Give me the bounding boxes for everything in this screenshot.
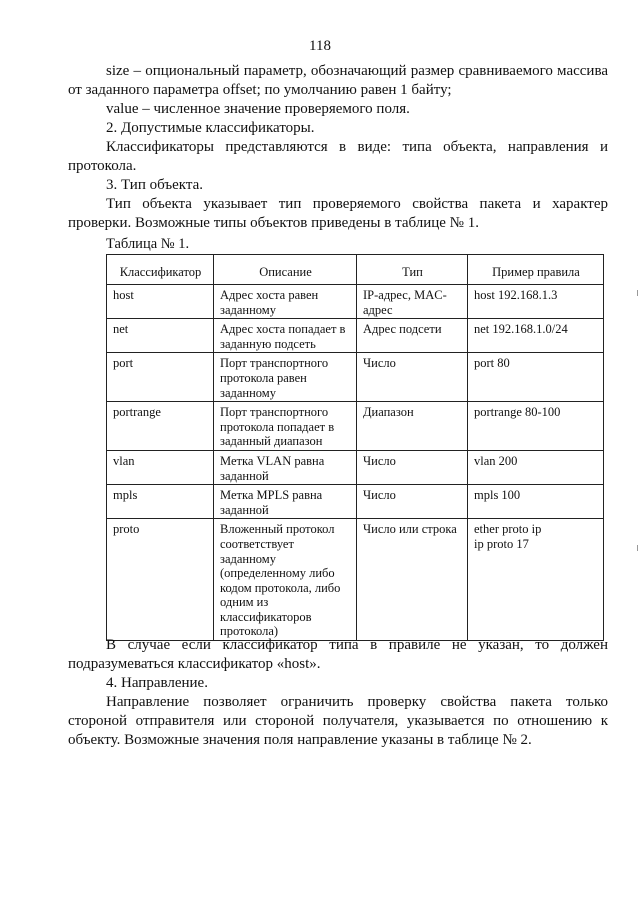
cell-classifier: host — [107, 285, 214, 319]
table-row — [107, 319, 604, 353]
cell-type: Число — [357, 485, 468, 519]
classifiers-paragraph: Классификаторы представляются в виде: типа объекта, направления и протокола. — [68, 139, 608, 174]
section-heading-2: 2. Допустимые классификаторы. — [106, 120, 315, 136]
object-type-paragraph: Тип объекта указывает тип проверяемого свойства пакета и характер проверки. Возможные типы объектов приведены в таблице № 1. — [68, 196, 608, 231]
section-heading-4: 4. Направление. — [106, 675, 208, 691]
value-definition: value – численное значение проверяемого поля. — [106, 101, 410, 117]
cell-description: Метка MPLS равна заданной — [214, 485, 357, 519]
cell-classifier: net — [107, 319, 214, 353]
cell-description: Порт транспортного протокола попадает в заданный диапазон — [214, 402, 357, 451]
header-example: Пример правила — [468, 255, 604, 285]
table-header-row — [107, 255, 604, 285]
table-row — [107, 285, 604, 319]
table-caption: Таблица № 1. — [106, 236, 190, 252]
cell-example: vlan 200 — [468, 450, 604, 484]
page-number: 118 — [309, 38, 331, 54]
cell-description: Вложенный протокол соответствует заданному (определенному либо кодом протокола, либо одним из классификаторов протокола) — [214, 519, 357, 641]
section-heading-3: 3. Тип объекта. — [106, 177, 204, 193]
direction-paragraph: Направление позволяет ограничить проверку свойства пакета только стороной отправителя или стороной получателя, указывается по отношению к объекту. Возможные значения поля направление указаны в таблице № 2. — [68, 694, 608, 748]
cell-classifier: proto — [107, 519, 214, 641]
cell-type: Диапазон — [357, 402, 468, 451]
classifier-table — [106, 254, 604, 641]
after-table-paragraph: В случае если классификатор типа в правиле не указан, то должен подразумеваться классификатор «host». — [68, 637, 608, 672]
cell-description: Адрес хоста попадает в заданную подсеть — [214, 319, 357, 353]
header-classifier: Классификатор — [107, 255, 214, 285]
size-definition: size – опциональный параметр, обозначающий размер сравниваемого массива от заданного параметра offset; по умолчанию равен 1 байту; — [68, 63, 608, 98]
example-line: ether proto ip — [474, 522, 542, 537]
header-type: Тип — [357, 255, 468, 285]
cell-description: Адрес хоста равен заданному — [214, 285, 357, 319]
table-row — [107, 353, 604, 402]
cell-type: Число — [357, 450, 468, 484]
cell-classifier: portrange — [107, 402, 214, 451]
table-row — [107, 450, 604, 484]
cell-example: net 192.168.1.0/24 — [468, 319, 604, 353]
cell-example — [468, 519, 604, 641]
cell-example: mpls 100 — [468, 485, 604, 519]
table-row — [107, 402, 604, 451]
cell-description: Метка VLAN равна заданной — [214, 450, 357, 484]
table-row — [107, 519, 604, 641]
cell-type: Адрес подсети — [357, 319, 468, 353]
scan-edge-mark — [637, 545, 638, 551]
cell-type: IP-адрес, MAC-адрес — [357, 285, 468, 319]
header-description: Описание — [214, 255, 357, 285]
example-line: ip proto 17 — [474, 536, 529, 551]
cell-example: host 192.168.1.3 — [468, 285, 604, 319]
scan-edge-mark — [637, 290, 638, 296]
cell-description: Порт транспортного протокола равен заданному — [214, 353, 357, 402]
cell-classifier: mpls — [107, 485, 214, 519]
cell-type: Число — [357, 353, 468, 402]
table-row — [107, 485, 604, 519]
cell-example: portrange 80-100 — [468, 402, 604, 451]
cell-type: Число или строка — [357, 519, 468, 641]
cell-classifier: port — [107, 353, 214, 402]
cell-example: port 80 — [468, 353, 604, 402]
cell-classifier: vlan — [107, 450, 214, 484]
